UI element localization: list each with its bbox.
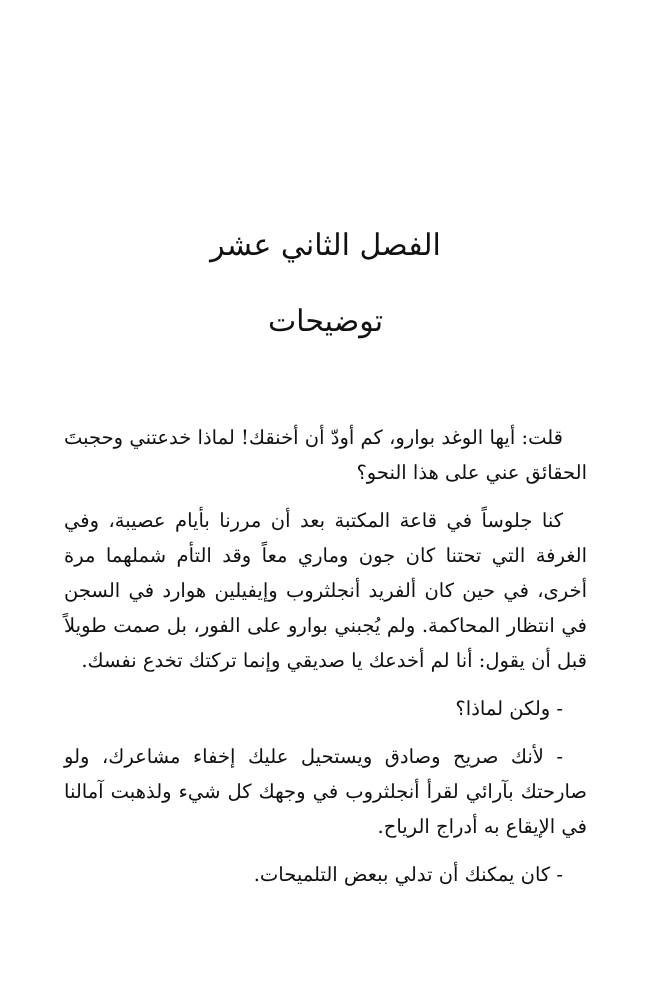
- paragraph-library-scene: كنا جلوساً في قاعة المكتبة بعد أن مررنا بأيام عصيبة، وفي الغرفة التي تحتنا كان جون وماري معاً وقد التأم شملهما مرة أخرى، في حين كان ألفريد أنجلثروب وإيفيلين هوارد في السجن في انتظار المحاكمة. ولم يُجبني بوارو على الفور، بل صمت طويلاً قبل أن يقول: أنا لم أخدعك يا صديقي وإنما تركتك تخدع نفسك.: [64, 509, 587, 672]
- chapter-title-heading: توضيحات: [267, 304, 384, 339]
- paragraph-dialogue-why: - ولكن لماذا؟: [455, 697, 563, 720]
- chapter-body: [64, 420, 587, 905]
- paragraph-opening-question: قلت: أيها الوغد بوارو، كم أودّ أن أخنقك! لماذا خدعتني وحجبتَ الحقائق عني على هذا النحو؟: [64, 426, 587, 484]
- paragraph-dialogue-hints: - كان يمكنك أن تدلي ببعض التلميحات.: [253, 863, 563, 886]
- chapter-number-heading: الفصل الثاني عشر: [210, 228, 441, 263]
- paragraph-dialogue-honest: - لأنك صريح وصادق ويستحيل عليك إخفاء مشاعرك، ولو صارحتك بآرائي لقرأ أنجلثروب في وجهك كل شيء ولذهبت آمالنا في الإيقاع به أدراج الرياح.: [64, 745, 587, 838]
